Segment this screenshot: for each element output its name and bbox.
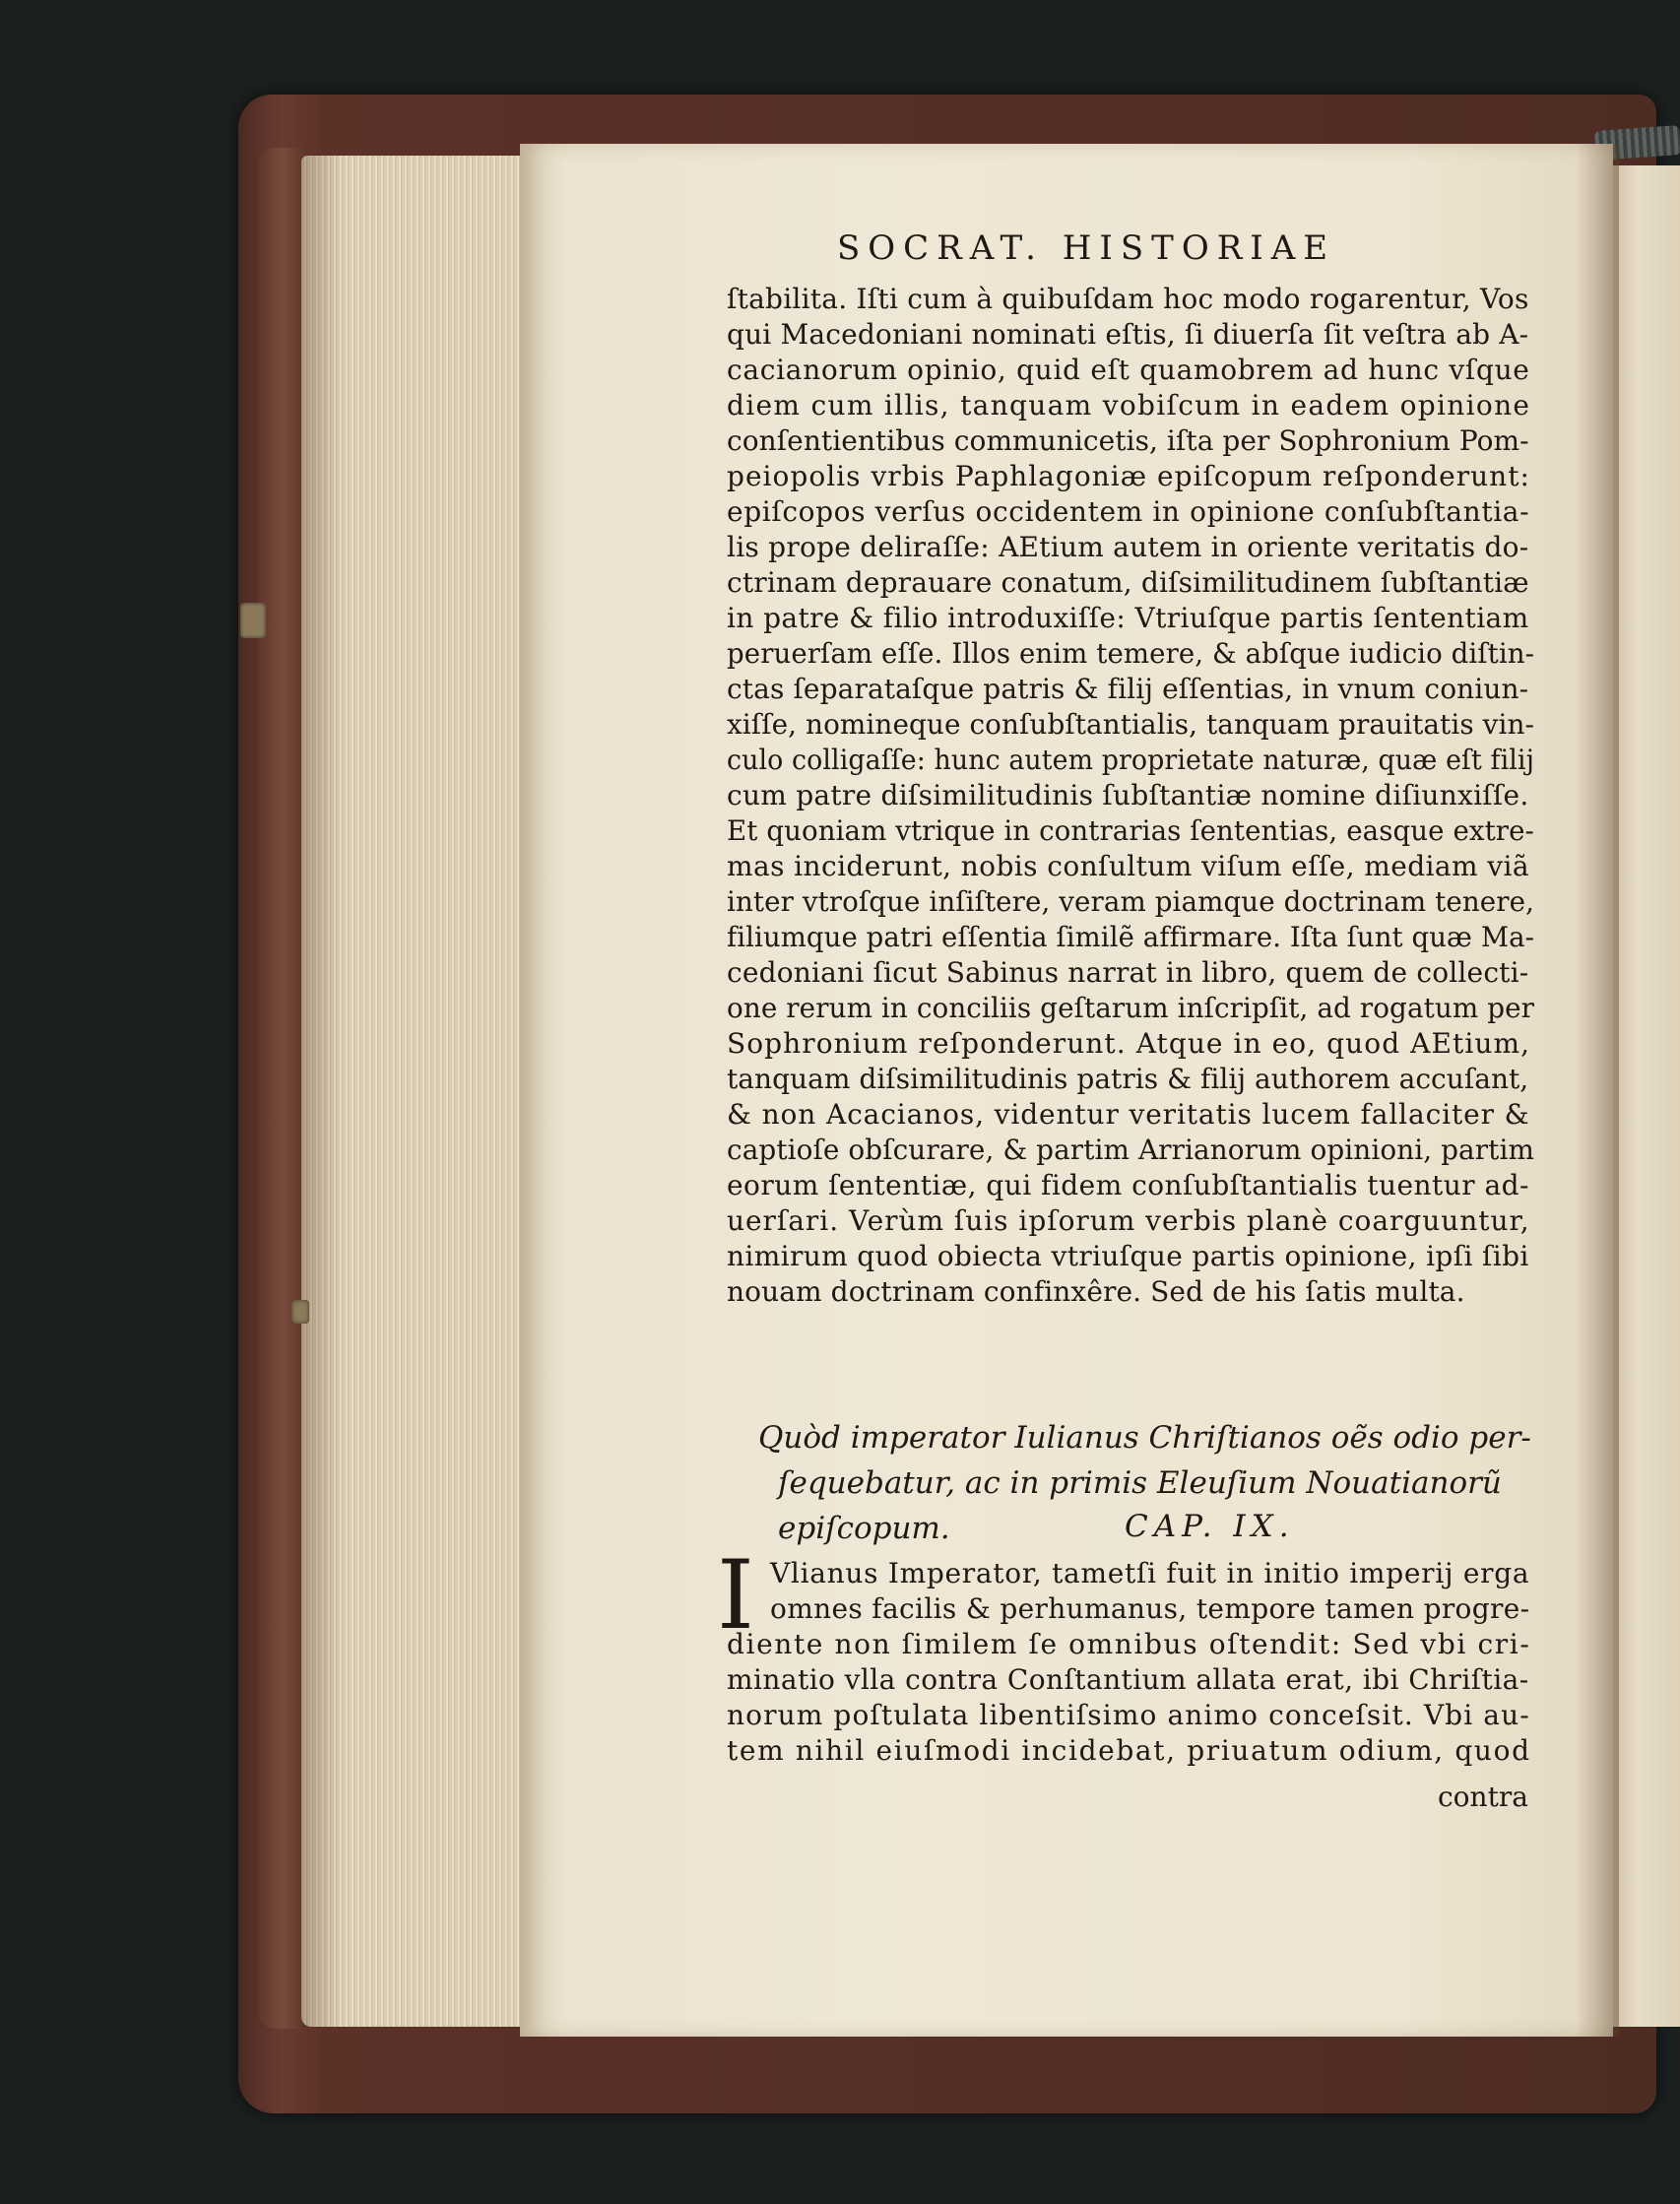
text-line: captioſe obſcurare, & partim Arrianorum opinioni, partim (727, 1134, 1534, 1166)
text-line: cedoniani ſicut Sabinus narrat in libro, quem de collecti- (727, 956, 1529, 989)
text-line: epiſcopos verſus occidentem in opinione conſubſtantia- (727, 495, 1530, 528)
heading-line: ſequebatur, ac in primis Eleuſium Nouatianorũ (778, 1465, 1502, 1501)
text-line: culo colligaſſe: hunc autem proprietate naturæ, quæ eſt filij (727, 744, 1535, 776)
clasp-bottom (291, 1300, 309, 1324)
gutter-shadow (1576, 144, 1619, 2037)
text-line: qui Macedoniani nominati eſtis, ſi diuerſa ſit veſtra ab A- (727, 318, 1529, 351)
text-line: xiſſe, nomineque conſubſtantialis, tanquam prauitatis vin- (727, 708, 1535, 741)
text-line: norum poſtulata libentiſsimo animo conceſsit. Vbi au- (727, 1699, 1530, 1731)
text-line: cum patre diſsimilitudinis ſubſtantiæ nomine diſiunxiſſe. (727, 779, 1529, 811)
text-line: mas inciderunt, nobis conſultum viſum eſſe, mediam viã (727, 850, 1529, 882)
page-stack-shade (301, 156, 341, 2027)
text-line: omnes facilis & perhumanus, tempore tamen progre- (770, 1592, 1530, 1625)
text-line: ſtabilita. Iſti cum à quibuſdam hoc modo rogarentur, Vos (727, 283, 1529, 315)
text-line: Vlianus Imperator, tametſi fuit in initio imperij erga (770, 1557, 1530, 1589)
text-line: one rerum in conciliis geſtarum inſcripſit, ad rogatum per (727, 992, 1535, 1024)
text-line: cacianorum opinio, quid eſt quamobrem ad hunc vſque (727, 354, 1530, 386)
text-line: tem nihil eiuſmodi incidebat, priuatum odium, quod (727, 1734, 1531, 1767)
running-head: SOCRAT. HISTORIAE (837, 228, 1336, 268)
text-line: conſentientibus communicetis, iſta per Sophronium Pom- (727, 424, 1529, 457)
left-board (258, 148, 307, 2029)
text-line: filiumque patri eſſentia ſimilẽ affirmare. Iſta ſunt quæ Ma- (727, 921, 1534, 953)
catchword: contra (1438, 1781, 1528, 1813)
text-line: ctrinam deprauare conatum, diſsimilitudinem ſubſtantiæ (727, 566, 1529, 599)
text-line: Sophronium reſponderunt. Atque in eo, quod AEtium, (727, 1027, 1531, 1060)
text-line: in patre & filio introduxiſſe: Vtriuſque partis ſententiam (727, 602, 1529, 634)
drop-cap: I (717, 1540, 754, 1651)
text-line: tanquam diſsimilitudinis patris & filij authorem accuſant, (727, 1063, 1529, 1095)
text-line: eorum ſententiæ, qui fidem conſubſtantialis tuentur ad- (727, 1169, 1529, 1201)
text-line: diem cum illis, tanquam vobiſcum in eadem opinione (727, 389, 1531, 421)
text-line: peruerſam eſſe. Illos enim temere, & abſque iudicio diſtin- (727, 637, 1535, 670)
text-line: & non Acacianos, videntur veritatis lucem fallaciter & (727, 1098, 1530, 1131)
chapter-label: CAP. IX. (1125, 1509, 1295, 1544)
text-line: minatio vlla contra Conſtantium allata erat, ibi Chriſtia- (727, 1663, 1529, 1696)
heading-line: Quòd imperator Iulianus Chriſtianos oẽs odio per- (758, 1420, 1531, 1456)
text-line: diente non ſimilem ſe omnibus oſtendit: Sed vbi cri- (727, 1628, 1531, 1660)
text-line: ctas ſeparataſque patris & filij eſſentias, in vnum coniun- (727, 673, 1529, 705)
text-line: peiopolis vrbis Paphlagoniæ epiſcopum reſponderunt: (727, 460, 1530, 492)
text-line: uerſari. Verùm ſuis ipſorum verbis planè coarguuntur, (727, 1204, 1530, 1237)
facing-page (1611, 165, 1680, 2027)
text-line: nouam doctrinam confinxêre. Sed de his ſatis multa. (727, 1275, 1465, 1308)
heading-line: epiſcopum. (778, 1511, 950, 1546)
text-line: inter vtroſque inſiſtere, veram piamque doctrinam tenere, (727, 885, 1535, 918)
text-line: lis prope deliraſſe: AEtium autem in oriente veritatis do- (727, 531, 1529, 563)
clasp-top (240, 603, 266, 638)
text-line: Et quoniam vtrique in contrarias ſententias, easque extre- (727, 814, 1534, 847)
text-line: nimirum quod obiecta vtriuſque partis opinione, ipſi ſibi (727, 1240, 1529, 1272)
